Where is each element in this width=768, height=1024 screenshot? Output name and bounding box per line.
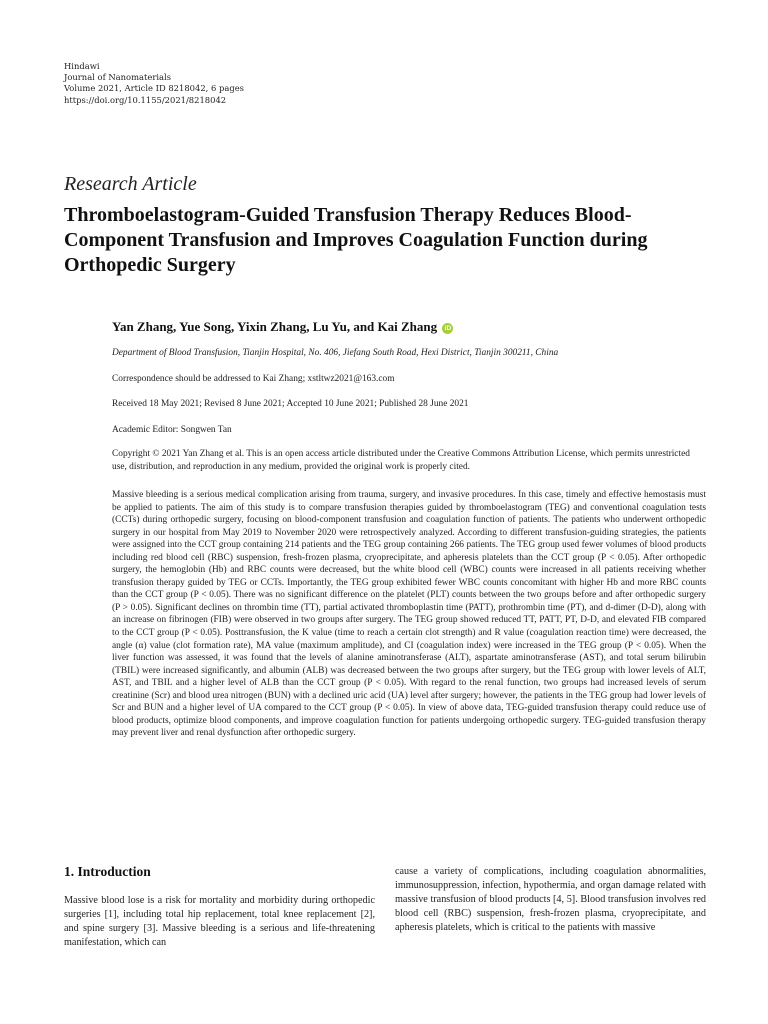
publication-dates: Received 18 May 2021; Revised 8 June 2021; Accepted 10 June 2021; Published 28 June 2021 (112, 399, 469, 409)
intro-column-left: Massive blood lose is a risk for mortality and morbidity during orthopedic surgeries [1], including total hip replacement, total knee replacement [2], and spine surgery [3]. Massive bleeding is a serious and life-threatening manifestation, which can (64, 895, 375, 949)
paper-title: Thromboelastogram-Guided Transfusion Therapy Reduces Blood-Component Transfusion and Improves Coagulation Function during Orthopedic Surgery (64, 204, 648, 276)
doi-link[interactable]: https://doi.org/10.1155/2021/8218042 (64, 94, 227, 105)
article-type: Research Article (64, 173, 197, 195)
publisher-name: Hindawi (64, 61, 100, 71)
affiliation: Department of Blood Transfusion, Tianjin Hospital, No. 406, Jiefang South Road, Hexi District, Tianjin 300211, China (112, 348, 559, 358)
academic-editor: Academic Editor: Songwen Tan (112, 425, 232, 435)
correspondence: Correspondence should be addressed to Kai Zhang; xstltwz2021@163.com (112, 374, 395, 384)
journal-header (64, 61, 244, 106)
author-list (112, 319, 453, 335)
journal-name: Journal of Nanomaterials (64, 72, 171, 83)
intro-column-right: cause a variety of complications, including coagulation abnormalities, immunosuppression, infection, hypothermia, and organ damage related with massive transfusion of blood products [4, 5]. Blood transfusion involves red blood cell (RBC) suspension, fresh-frozen plasma, cryoprecipitate, and apheresis platelets, which is critical to the patients with massive (395, 866, 706, 934)
copyright-notice: Copyright © 2021 Yan Zhang et al. This is an open access article distributed under the Creative Commons Attribution License, which permits unrestricted use, distribution, and reproduction in any medium, provided the original work is properly cited. (112, 449, 690, 472)
abstract: Massive bleeding is a serious medical complication arising from trauma, surgery, and invasive procedures. In this case, timely and effective hemostasis must be applied to patients. The aim of this study is to compare transfusion therapies guided by thromboelastogram (TEG) and conventional coagulation tests (CCTs) during orthopedic surgery, focusing on blood-component transfusion and coagulation function of patients. The patients who underwent orthopedic surgery in our hospital from May 2019 to November 2020 were retrospectively analyzed. According to different transfusion-guiding strategies, the patients were assigned into the CCT group containing 214 patients and the TEG group containing 266 patients. The TEG group used fewer volumes of blood products including red blood cell (RBC) suspension, fresh-frozen plasma, cryoprecipitate, and apheresis platelets than the CCT group (P < 0.05). After orthopedic surgery, the hemoglobin (Hb) and RBC counts were decreased, but the white blood cell (WBC) counts were increased in all patients receiving whether transfusion therapy guided by TEG or CCTs. Importantly, the TEG group exhibited fewer WBC counts concomitant with higher Hb and more RBC counts than the CCT group (P < 0.05). There was no significant difference on the platelet (PLT) counts between the two groups before and after orthopedic surgery (P > 0.05). Significant declines on thrombin time (TT), partial activated thromboplastin time (PATT), prothrombin time (PT), and d-dimer (D-D), along with an increase on fibrinogen (FIB) were observed in two groups after surgery. The TEG group showed reduced TT, PATT, PT, D-D, and elevated FIB compared to the CCT group (P < 0.05). Posttransfusion, the K value (time to reach a certain clot strength) and R value (coagulation reaction time) were decreased, the angle (α) value (clot formation rate), MA value (maximum amplitude), and CI (coagulation index) were increased in the TEG group (P < 0.05). When the liver function was assessed, it was found that the levels of alanine aminotransferase (ALT), aspartate aminotransferase (AST), and total serum bilirubin (TBIL) were increased significantly, and albumin (ALB) was decreased between the two groups after surgery, but the TEG group with lower levels of ALT, AST, and TBIL and a higher level of ALB than the CCT group (P < 0.05). With regard to the renal function, two groups had increased levels of serum creatinine (Scr) and blood urea nitrogen (BUN) with a declined uric acid (UA) level after surgery; however, the patients in the TEG group had lower levels of Scr and BUN and a higher level of UA compared to the CCT group (P < 0.05). In view of above data, TEG-guided transfusion therapy could reduce use of blood products, optimize blood components, and improve coagulation function for patients undergoing orthopedic surgery. TEG-guided transfusion therapy may prevent liver and renal dysfunction after orthopedic surgery. (112, 490, 706, 739)
volume-info: Volume 2021, Article ID 8218042, 6 pages (64, 83, 244, 94)
orcid-icon[interactable]: iD (442, 323, 453, 334)
section-heading-introduction: 1. Introduction (64, 864, 151, 879)
authors-text: Yan Zhang, Yue Song, Yixin Zhang, Lu Yu, and Kai Zhang (112, 319, 438, 334)
